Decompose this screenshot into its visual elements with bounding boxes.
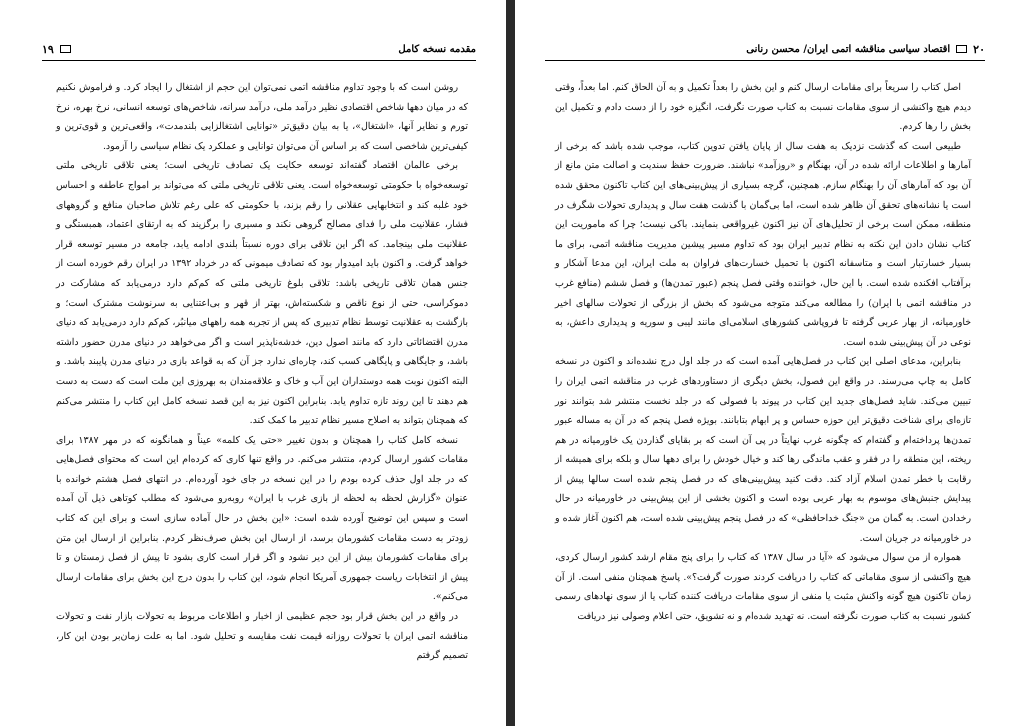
paragraph: طبیعی است که گذشت نزدیک به هفت سال از پایان یافتن تدوین کتاب، موجب شده باشد که برخی از آمارها و اطلاعات ارائه شده در آن، بهنگام و «روزآمد» نباشند. ضرورت حفظ سندیت و اصالت متن مانع از آن بود که آمارهای آن را بهنگام سازم. همچنین، گرچه بسیاری از پیش‌بینی‌های این کتاب تاکنون محقق شده است یا نشانه‌های تحقق آن ظاهر شده است، اما بی‌گمان با گذشت هفت سال و پدیداری تحولات شگرف در منطقه، ممکن است برخی از تحلیل‌های آن نیز اکنون غیرواقعی بنمایند. باکی نیست؛ چرا که ماموریت این کتاب نشان دادن این نکته به نظام تدبیر ایران بود که تداوم مسیر پیشین مدیریت مناقشه اتمی، برای ما بسیار خسارتبار است و متاسفانه اکنون با تحمیل خسارت‌های فراوان به ملت ایران، این مدعا آشکار و برآفتاب افکنده شده است. با این حال، خواننده وقتی فصل پنجم (عبور تمدن‌ها) و فصل ششم (منافع غرب در مناقشه اتمی با ایران) را مطالعه می‌کند متوجه می‌شود که بخش از بزرگی از تحولات سالهای اخیر خاورمیانه، از بهار عربی گرفته تا فروپاشی کشورهای اسلامی‌ای مانند لیبی و سوریه و پدیداری داعش، به نوعی در آن پیش‌بینی شده است.: [555, 140, 971, 348]
left-header-title: مقدمه نسخه کامل: [398, 43, 476, 55]
right-header-title: اقتصاد سیاسی مناقشه اتمی ایران/ محسن رنانی: [746, 43, 951, 55]
book-icon: [60, 45, 71, 53]
right-page-header: [545, 40, 985, 58]
paragraph: اصل کتاب را سریعاً برای مقامات ارسال کنم و این بخش را بعداً تکمیل و به آن الحاق کنم. اما بعداً، وقتی دیدم هیچ واکنشی از سوی مقامات نسبت به کتاب صورت نگرفت، انگیزه خود را از دست دادم و تکمیل این بخش را رها کردم.: [555, 82, 971, 133]
paragraph: در واقع در این بخش قرار بود حجم عظیمی از اخبار و اطلاعات مربوط به تحولات بازار نفت و تحولات مناقشه اتمی ایران با تحولات روزانه قیمت نفت مقایسه و تحلیل شود. اما به علت زمان‌بر بودن این کار، تصمیم گرفتم: [56, 611, 468, 662]
right-page: [515, 0, 1023, 726]
paragraph: نسخه کامل کتاب را همچنان و بدون تغییر «حتی یک کلمه» عیناً و همانگونه که در مهر ۱۳۸۷ برای مقامات کشور ارسال کردم، منتشر می‌کنم. در واقع تنها کاری که کرده‌ام این است که محتوای فصل‌هایی که در جلد اول حذف کرده بودم را در این نسخه در جای خود آورده‌ام. در انتهای فصل هشتم خوانده با عنوان «گزارش لحظه به لحظه از بازی غرب با ایران» روبه‌رو می‌شود که مطلب کوتاهی ذیل آن آمده است و سپس این توضیح آورده شده است: «این بخش در حال آماده سازی است و برای این که کتاب زودتر به دست مقامات کشورمان برسد، از ارسال این بخش صرف‌نظر کردم. بنابراین از ارسال این متن برای مقامات کشورمان بیش از این دیر نشود و اگر قرار است کاری بشود تا پیش از فصل زمستان و تا پیش از انتخابات ریاست جمهوری آمریکا انجام شود، این کتاب را بدون درج این بخش برای مقامات ارسال می‌کنم».: [56, 434, 468, 603]
right-page-body: [555, 78, 971, 706]
page-gutter: [506, 0, 515, 726]
right-header-rule: [545, 60, 985, 61]
paragraph: بنابراین، مدعای اصلی این کتاب در فصل‌هایی آمده است که در جلد اول درج نشده‌اند و اکنون در نسخه کامل به چاپ می‌رسند. در واقع این فصول، بخش دیگری از دستاوردهای غرب در مناقشه اتمی ایران را تبیین می‌کند. شاید فصل‌های جدید این کتاب در پیوند با فصولی که در جلد نخست منتشر شد بتوانند نور تازه‌ای برای شناخت دقیق‌تر این حوزه حساس و پر ابهام بتابانند. بویژه فصل پنجم که در آن به مساله عبور تمدن‌ها پرداخته‌ام و گفته‌ام که چگونه غرب نهایتاً در پی آن است که بر بقایای گذاردن یک خاورمیانه در هم ریخته، این منطقه را در فقر و عقب ماندگی رها کند و خیال خودش را برای دهها سال و بلکه برای همیشه از رقابت با خطر تمدن اسلام آزاد کند. دقت کنید پیش‌بینی‌های که در فصل پنجم شده است سالها پیش از پیدایش جنبش‌های موسوم به بهار عربی بوده است و اکنون بخشی از این پیش‌بینی در خاورمیانه در حال رخدادن است. به گمان من «جنگ خداحافظی» که در فصل پنجم پیش‌بینی شده است، هم اکنون آغاز شده و در خاورمیانه در جریان است.: [555, 356, 971, 544]
paragraph: برخی عالمان اقتصاد گفته‌اند توسعه حکایت یک تصادف تاریخی است؛ یعنی تلاقی تاریخی ملتی توسعه‌خواه با حکومتی توسعه‌خواه است. یعنی تلاقی تاریخی ملتی که می‌تواند بر امواج عاطفه و احساس خود غلبه کند و انتخابهایی عقلانی را رقم بزند، با حکومتی که علی رغم تلاش صاحبان منافع و گروههای فشار، عقلانیت ملی را فدای مصالح گروهی نکند و مسیری را برگزیند که به ارتقای اعتماد، همبستگی و عقلانیت ملی بینجامد. که اگر این تلاقی برای دوره نسبتاً بلندی ادامه یابد، جامعه در مسیر توسعه قرار خواهد گرفت. و اکنون باید امیدوار بود که تصادف میمونی که در خرداد ۱۳۹۲ در ایران رقم خورده است از جنس همان تلاقی تاریخی باشد: تلاقی بلوغ تاریخی ملتی که کم‌کم دارد درمی‌یابد که مشارکت در دموکراسی، حتی از نوع ناقص و شکسته‌اش، بهتر از قهر و بی‌اعتنایی به سرنوشت مشترک است؛ و بازگشت به عقلانیت توسط نظام تدبیری که پس از تجربه همه راههای میانبُر، کم‌کم دارد درمی‌یابد که دنیای مدرن اقتضائاتی دارد که مانند اصول دین، خدشه‌ناپذیر است و اگر می‌خواهد در دنیای مدرن حضور داشته باشد، و جایگاهی و پایگاهی کسب کند، چاره‌ای ندارد جز آن که به قواعد بازی در دنیای مدرن پایبند باشد. و البته اکنون نوبت همه دوستداران این آب و خاک و علاقه‌مندان به بهروزی این ملت است که دست به دست هم دهند تا این روند تازه تداوم یابد. بنابراین اکنون نیز به این قصد نسخه کامل این کتاب را منتشر می‌کنم که همچنان بتواند به اصلاح مسیر نظام تدبیر ما کمک کند.: [56, 160, 468, 427]
left-page-number: ۱۹: [42, 42, 54, 56]
right-page-number: ۲۰: [973, 42, 985, 56]
book-icon: [956, 45, 967, 53]
paragraph: روشن است که با وجود تداوم مناقشه اتمی نمی‌توان این حجم از اشتغال را ایجاد کرد. و فراموش نکنیم که در میان دهها شاخص اقتصادی نظیر درآمد ملی، درآمد سرانه، شاخص‌های توسعه انسانی، نرخ بهره، نرخ تورم و نظایر آنها، «اشتغال»، یا به بیان دقیق‌تر «توانایی اشتغالزایی بلندمدت»، واقعی‌ترین و قوی‌ترین و کیفی‌ترین شاخصی است که بر اساس آن می‌توان توانایی و عملکرد یک نظام سیاسی را آزمود.: [56, 82, 468, 152]
left-header-rule: [42, 60, 476, 61]
paragraph: همواره از من سوال می‌شود که «آیا در سال ۱۳۸۷ که کتاب را برای پنج مقام ارشد کشور ارسال کردی، هیچ واکنشی از سوی مقاماتی که کتاب را دریافت کردند صورت گرفت؟». پاسخ همچنان منفی است. از آن زمان تاکنون هیچ گونه واکنش مثبت یا منفی از سوی مقامات دریافت کننده کتاب یا از سوی نهادهای رسمی کشور نسبت به کتاب صورت نگرفته است. نه تهدید شده‌ام و نه تشویق، حتی اعلام وصولی نیز دریافت: [555, 552, 971, 623]
left-page-body: [56, 78, 468, 706]
left-page: [0, 0, 506, 726]
left-page-header: [42, 40, 476, 58]
